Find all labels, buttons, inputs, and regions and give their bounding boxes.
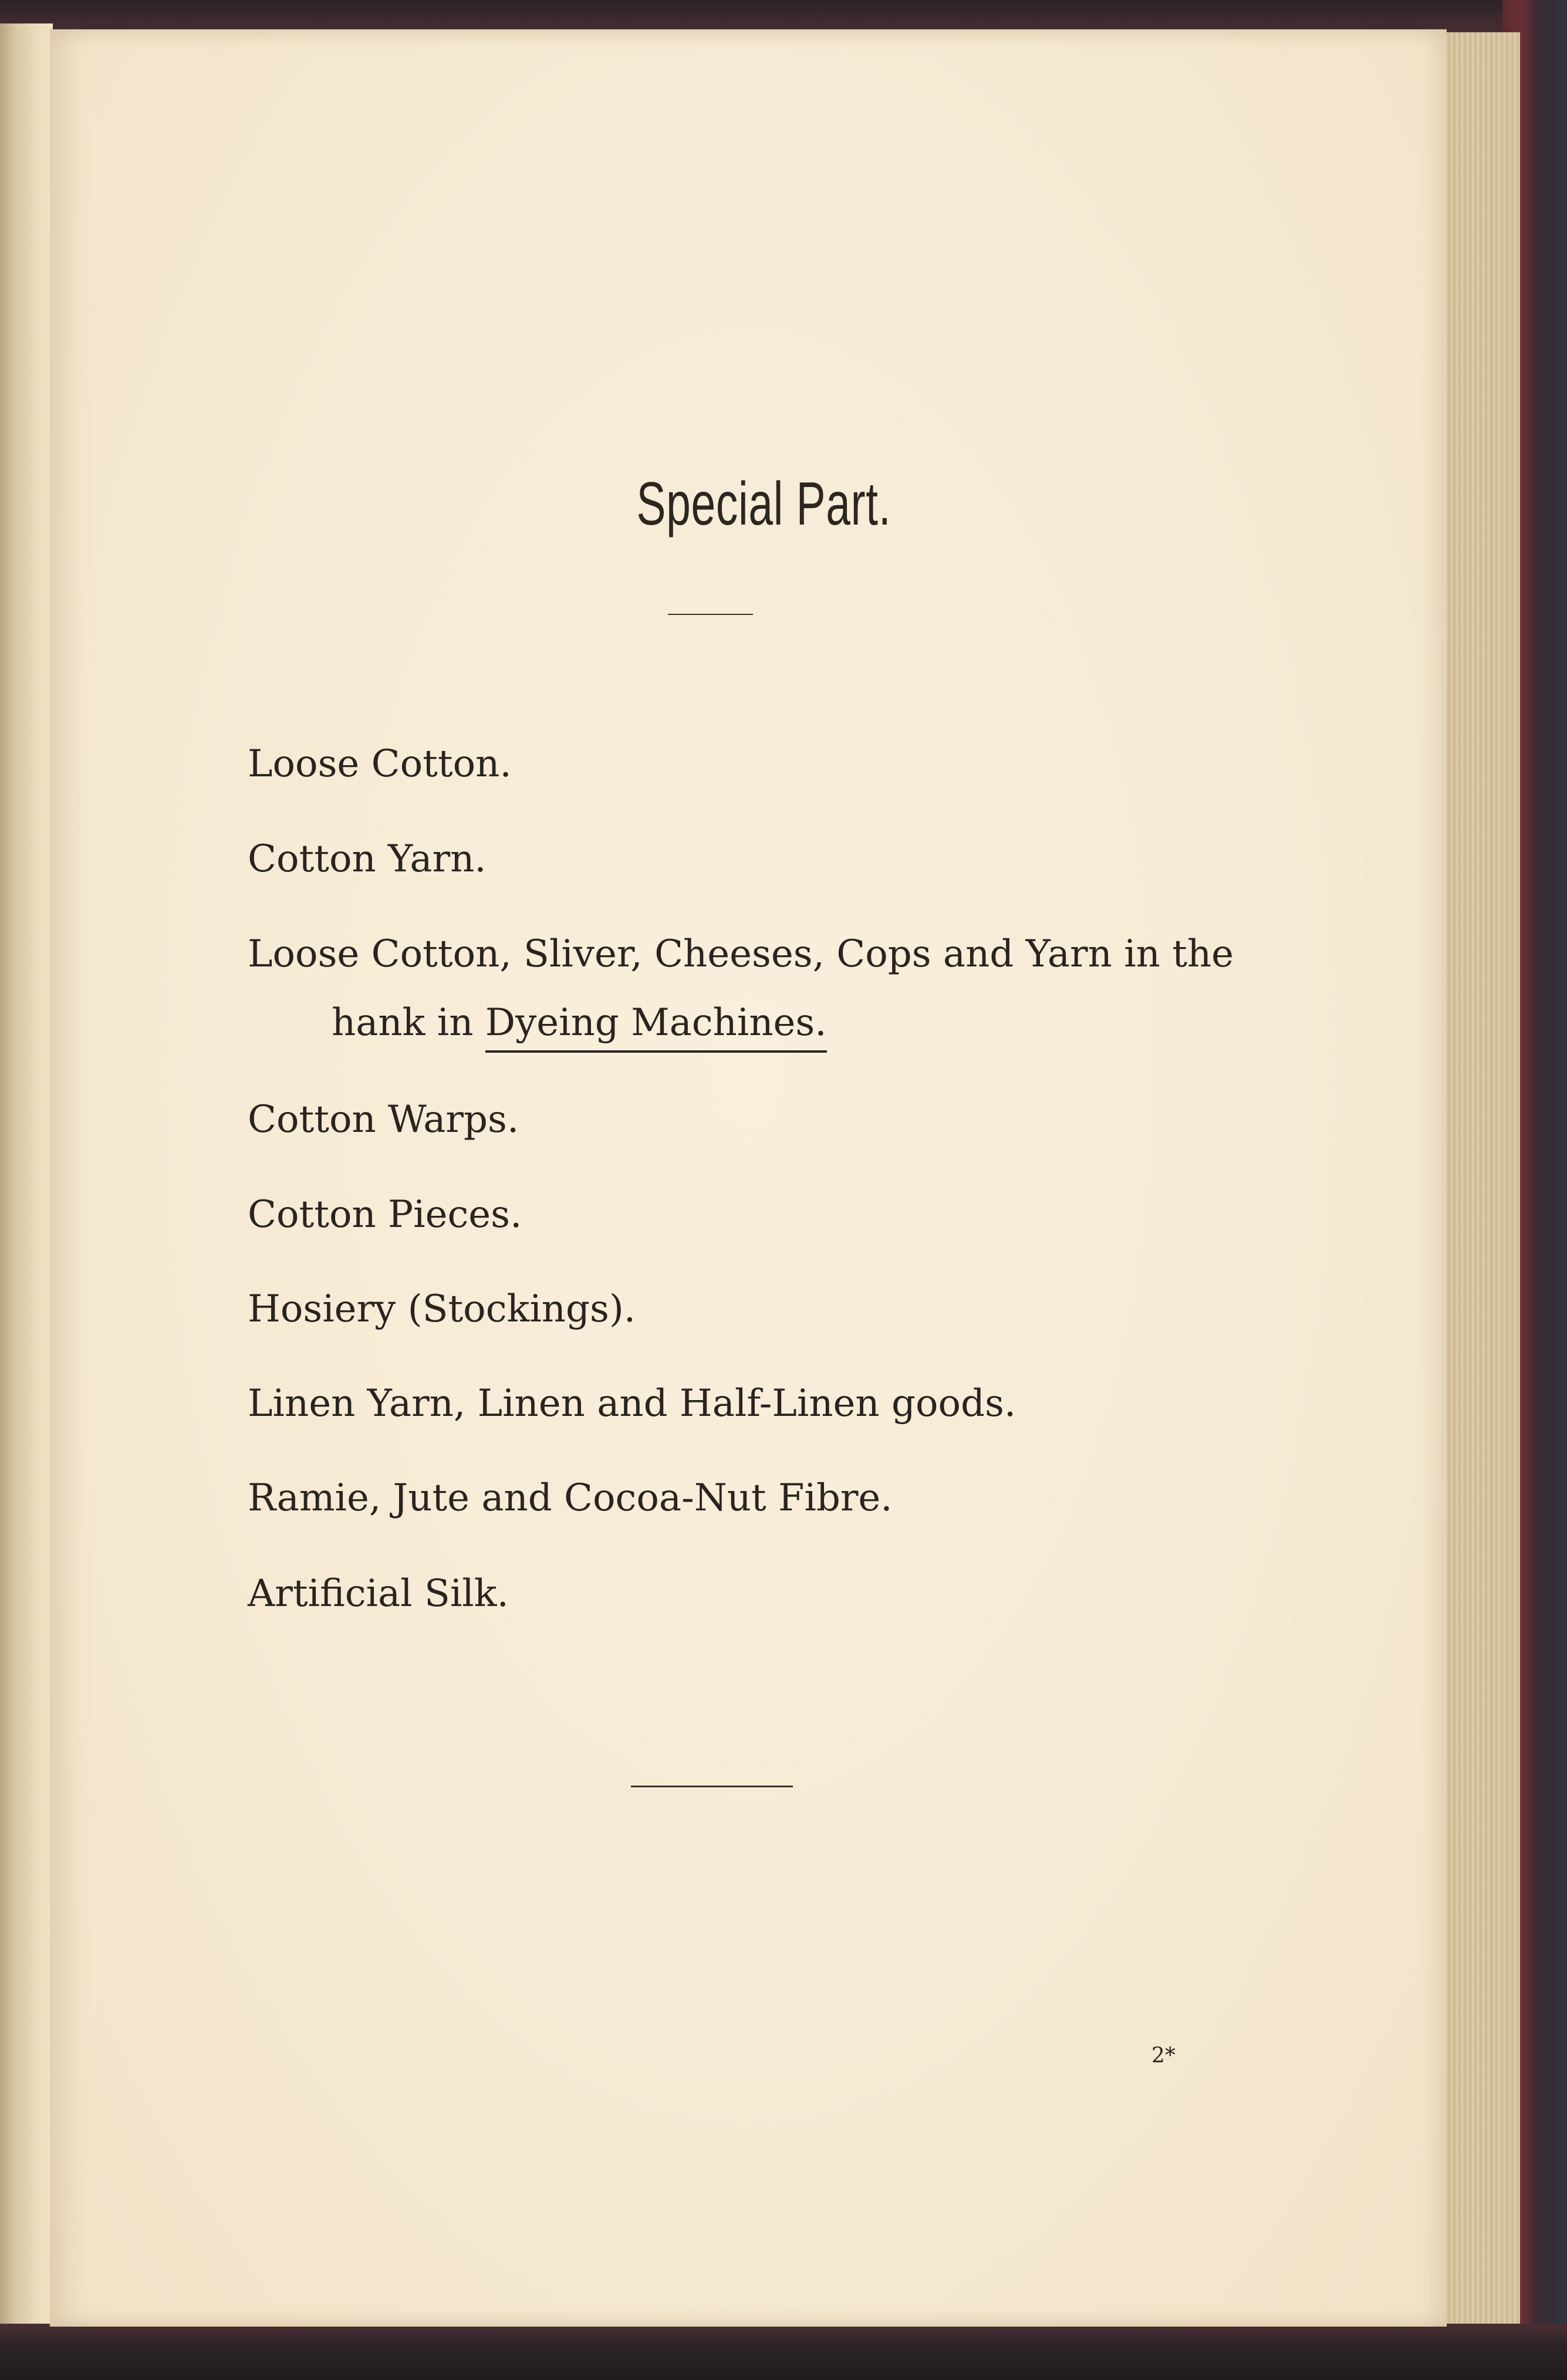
closing-rule — [631, 1786, 793, 1787]
entry-artificial-silk: Artificial Silk. — [248, 1572, 509, 1615]
underlined-dyeing-machines: Dyeing Machines. — [485, 1001, 827, 1053]
entry-loose-cotton: Loose Cotton. — [248, 742, 512, 786]
gutter-left-edge — [0, 23, 53, 2330]
book-cover-bottom-edge — [0, 2324, 1567, 2380]
section-heading: Special Part. — [636, 470, 891, 538]
entry-cotton-yarn: Cotton Yarn. — [248, 837, 487, 881]
continuation-prefix: hank in — [332, 1001, 485, 1044]
entry-linen-yarn: Linen Yarn, Linen and Half-Linen goods. — [248, 1382, 1016, 1425]
heading-rule — [668, 614, 753, 615]
entry-dyeing-machines-continuation — [332, 1001, 827, 1044]
entry-dyeing-machines: Loose Cotton, Sliver, Cheeses, Cops and Yarn in the — [248, 932, 1234, 976]
entry-cotton-warps: Cotton Warps. — [248, 1098, 519, 1141]
page-paper — [50, 29, 1447, 2327]
entry-ramie-jute: Ramie, Jute and Cocoa-Nut Fibre. — [248, 1476, 893, 1520]
entry-hosiery: Hosiery (Stockings). — [248, 1287, 636, 1331]
signature-mark: 2* — [1151, 2044, 1176, 2068]
entry-cotton-pieces: Cotton Pieces. — [248, 1193, 522, 1236]
